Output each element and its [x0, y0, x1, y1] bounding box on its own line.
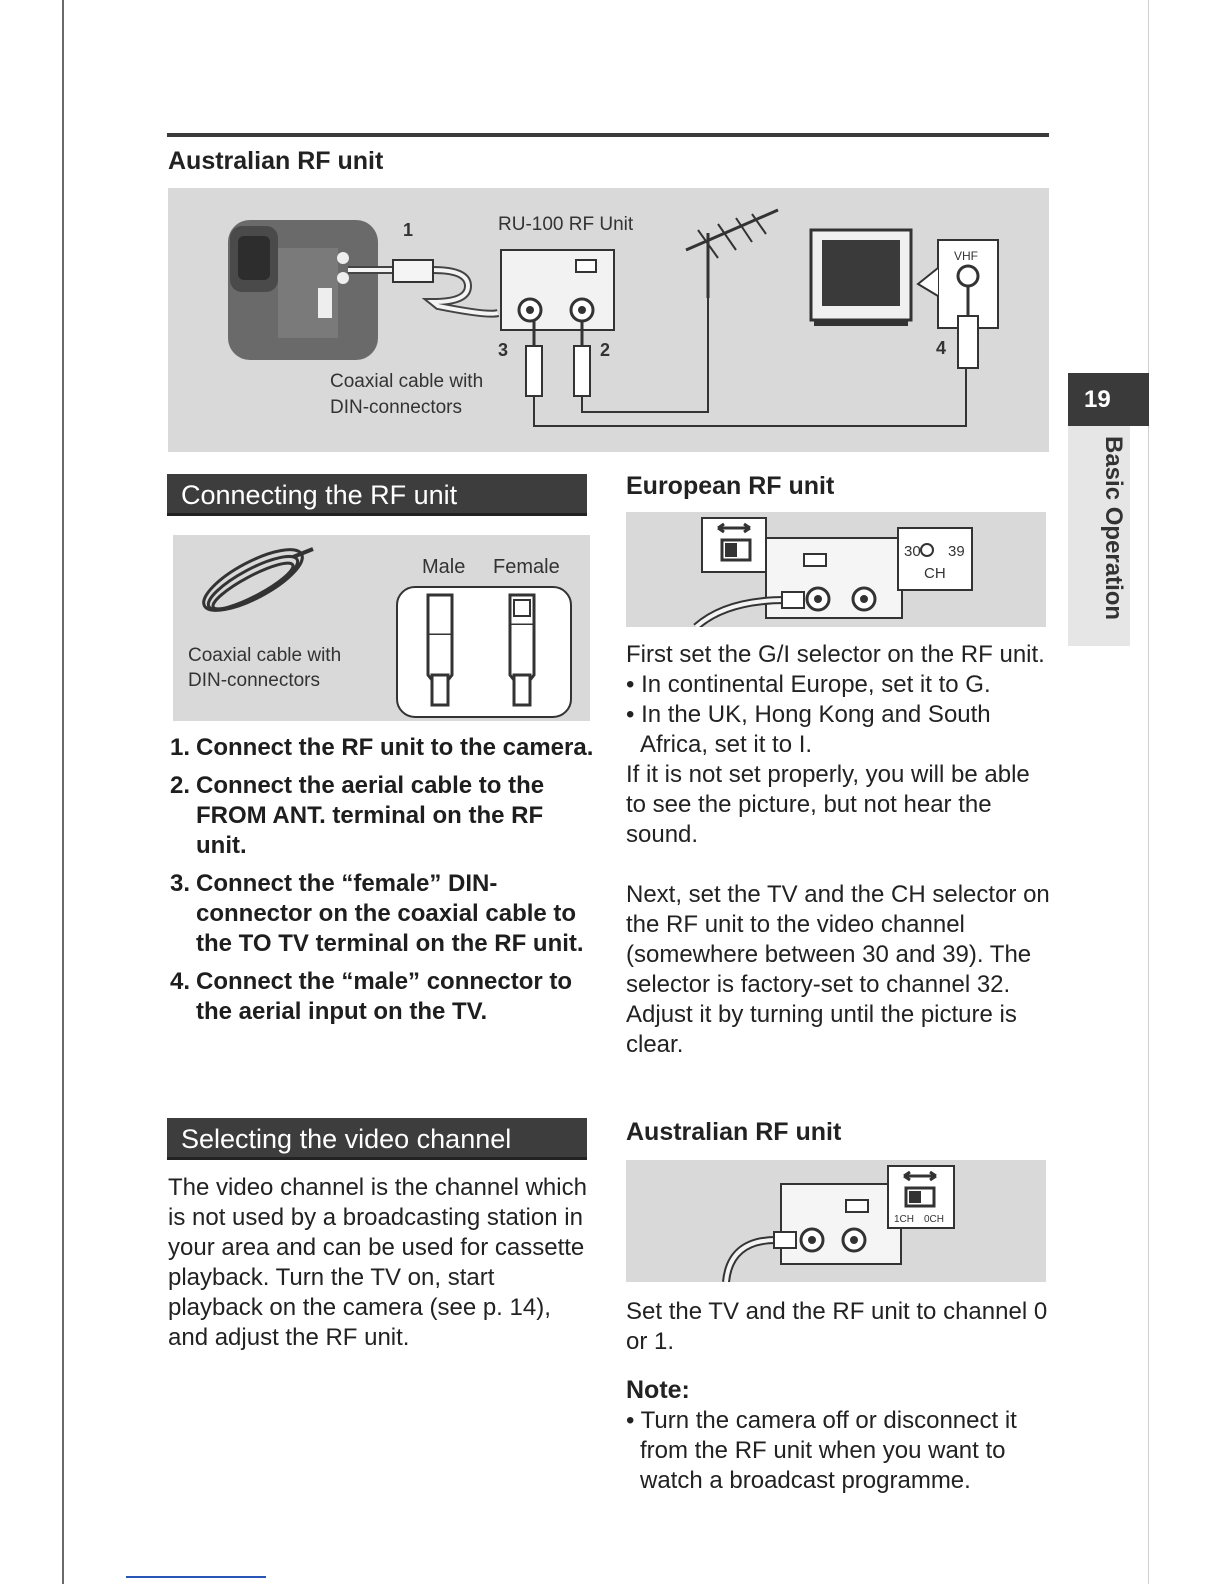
australian-rf-connection-figure [168, 188, 1049, 452]
european-para-2: If it is not set properly, you will be able to see the picture, but not hear the sound. [626, 761, 1030, 848]
step-item: 1. Connect the RF unit to the camera. [170, 734, 594, 761]
rf-unit-label: RU-100 RF Unit [498, 214, 634, 235]
rf-unit-illustration [501, 250, 614, 330]
footer-line [126, 1576, 266, 1578]
european-rf-figure [626, 512, 1046, 627]
australian-channel-diagram [626, 1160, 1046, 1282]
page-edge-right [1148, 0, 1149, 1584]
note-bullets [626, 1406, 1051, 1496]
note-bullet-item: • Turn the camera off or disconnect it from the RF unit when you want to watch a broadcast programme. [626, 1407, 1017, 1494]
bullet-item: • In the UK, Hong Kong and South Africa, set it to I. [626, 701, 991, 758]
ch-label: CH [924, 565, 946, 582]
european-rf-heading: European RF unit [626, 472, 835, 500]
european-rf-diagram [626, 512, 1046, 627]
connecting-section-title: Connecting the RF unit [167, 474, 587, 516]
bullet-item: • In continental Europe, set it to G. [626, 671, 991, 698]
step-3-label: 3 [498, 340, 509, 360]
female-label: Female [493, 556, 560, 578]
connection-steps-list [170, 733, 595, 1035]
channel-selector-icon [888, 1166, 954, 1228]
male-label: Male [422, 556, 466, 578]
top-rule [167, 133, 1049, 137]
page-edge [62, 0, 64, 1584]
camcorder-illustration [228, 220, 378, 360]
australian-rf-connection-diagram [168, 188, 1049, 452]
australian-bottom-paragraph: Set the TV and the RF unit to channel 0 or 1. [626, 1298, 1048, 1355]
ch-high-label: 39 [948, 543, 965, 560]
european-para-3: Next, set the TV and the CH selector on the RF unit to the video channel (somewhere between 30 and 39). The selector is factory-set to channel 32. Adjust it by turning until the picture is clear. [626, 881, 1050, 1058]
coax-label-line1: Coaxial cable with [188, 645, 342, 666]
australian-rf-heading: Australian RF unit [168, 147, 384, 175]
side-tab [1068, 426, 1130, 646]
ch-low-label: 30 [904, 543, 921, 560]
cable-label-line1: Coaxial cable with [330, 371, 484, 392]
coax-label-line2: DIN-connectors [188, 670, 320, 691]
din-connectors-diagram [173, 535, 590, 721]
note-heading: Note: [626, 1376, 690, 1404]
step-2-label: 2 [600, 340, 611, 360]
female-connector-icon [510, 595, 534, 705]
step-item: 2. Connect the aerial cable to the FROM ANT. terminal on the RF unit. [170, 772, 545, 859]
selecting-section-title: Selecting the video channel [167, 1118, 587, 1160]
antenna-illustration [686, 210, 778, 298]
gi-selector-icon [702, 518, 766, 572]
page-number-tab: 19 [1068, 373, 1149, 426]
cable-label-line2: DIN-connectors [330, 397, 462, 418]
step-4-label: 4 [936, 338, 947, 358]
side-tab-label: Basic Operation [1100, 436, 1127, 621]
european-text-block [626, 640, 1051, 1060]
step-1-label: 1 [403, 220, 414, 240]
australian-rf-heading-2: Australian RF unit [626, 1118, 842, 1146]
male-connector-icon [428, 595, 452, 705]
selecting-paragraph: The video channel is the channel which is not used by a broadcasting station in your area and can be used for cassette playback. Turn the TV on, start playback on the camera (see p. 14), and adjust the RF unit. [168, 1174, 587, 1351]
ch-dial-icon [898, 528, 972, 590]
din-connectors-figure [173, 535, 590, 721]
european-para-1: First set the G/I selector on the RF unit. [626, 641, 1045, 668]
step-item: 4. Connect the “male” connector to the aerial input on the TV. [170, 968, 573, 1025]
vhf-label: VHF [954, 249, 978, 263]
ch1-label: 1CH [894, 1214, 915, 1225]
european-bullets [626, 670, 1051, 760]
australian-channel-figure [626, 1160, 1046, 1282]
coiled-cable-icon [196, 538, 313, 621]
step-item: 3. Connect the “female” DIN-connector on the coaxial cable to the TO TV terminal on the RF unit. [170, 870, 584, 957]
ch0-label: 0CH [924, 1214, 945, 1225]
tv-illustration [811, 230, 911, 326]
